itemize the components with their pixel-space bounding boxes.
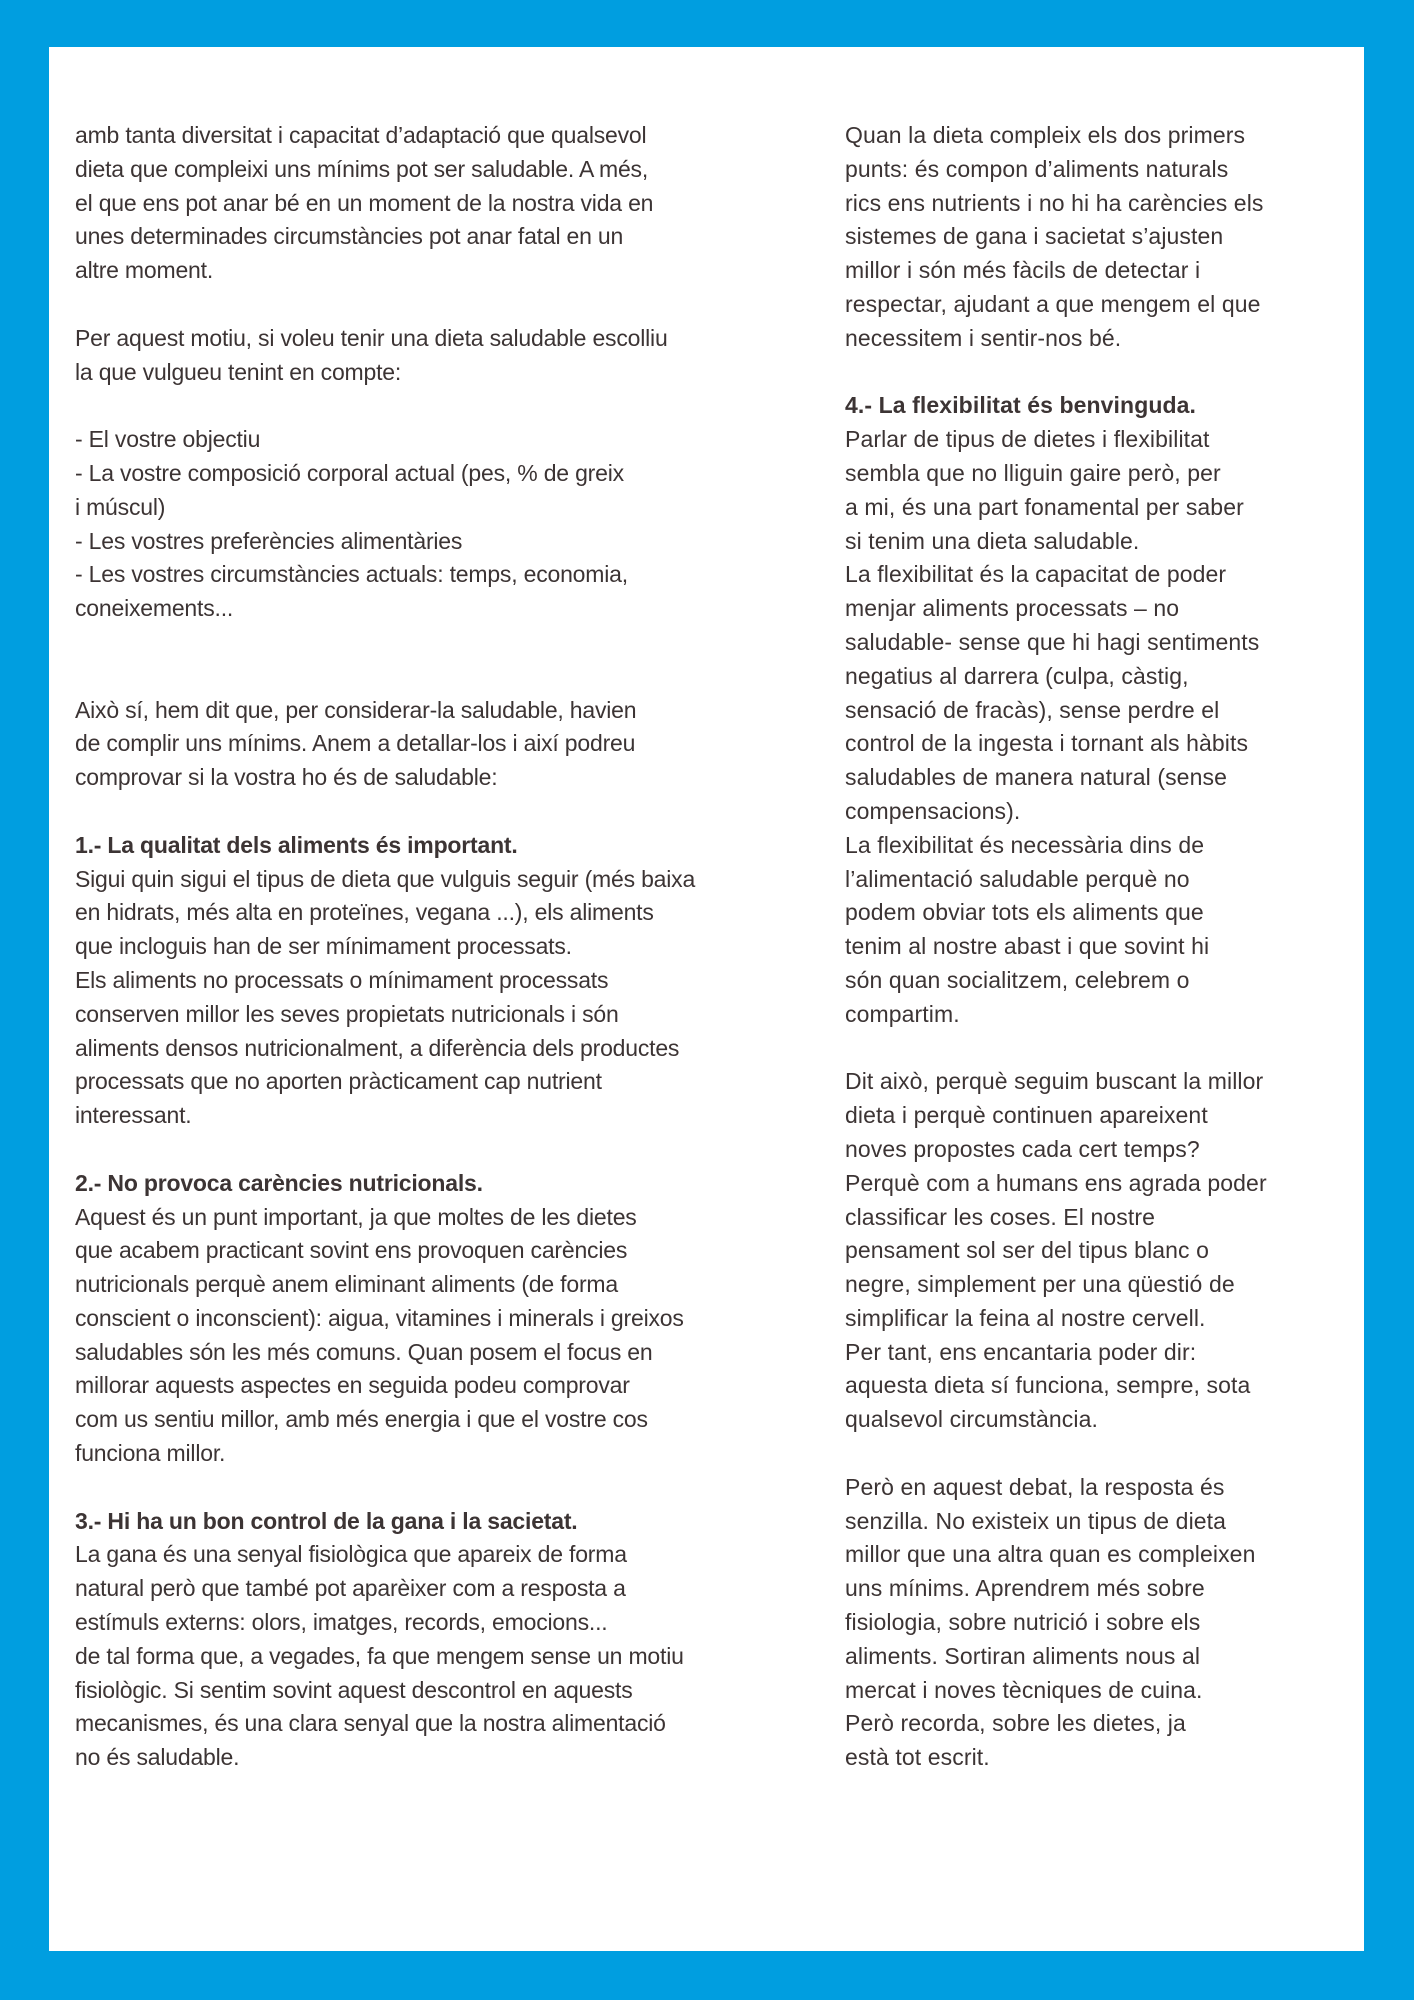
text-line: estímuls externs: olors, imatges, records, emocions... (75, 1609, 608, 1636)
intro-paragraph (75, 119, 815, 288)
text-line: en hidrats, més alta en proteïnes, vegana ...), els aliments (75, 899, 654, 926)
text-line: necessitem i sentir-nos bé. (845, 324, 1122, 351)
text-line: Aquest és un punt important, ja que moltes de les dietes (75, 1203, 637, 1230)
text-line: Sigui quin sigui el tipus de dieta que vulguis seguir (més baixa (75, 865, 696, 892)
point-4-section (845, 389, 1345, 1031)
left-column (75, 119, 815, 1809)
point-2-heading: 2.- No provoca carències nutricionals. (75, 1169, 483, 1196)
text-line: menjar aliments processats – no (845, 595, 1180, 622)
text-line: Dit això, perquè seguim buscant la millor (845, 1068, 1264, 1095)
text-line: control de la ingesta i tornant als hàbits (845, 730, 1249, 757)
text-line: rics ens nutrients i no hi ha carències els (845, 189, 1264, 216)
text-line: amb tanta diversitat i capacitat d’adaptació que qualsevol (75, 122, 647, 148)
dit-aixo-paragraph (845, 1065, 1345, 1437)
list-item: - La vostre composició corporal actual (pes, % de greix (75, 459, 624, 486)
list-item: - El vostre objectiu (75, 426, 261, 453)
point-1-heading: 1.- La qualitat dels aliments és important. (75, 831, 518, 858)
text-line: saludable- sense que hi hagi sentiments (845, 628, 1260, 655)
text-line: uns mínims. Aprendrem més sobre (845, 1575, 1205, 1602)
text-line: podem obviar tots els aliments que (845, 899, 1204, 926)
text-line: La flexibilitat és necessària dins de (845, 831, 1205, 858)
text-line: aliments. Sortiran aliments nous al (845, 1642, 1201, 1669)
text-line: com us sentiu millor, amb més energia i que el vostre cos (75, 1406, 648, 1433)
document-page (49, 47, 1364, 1951)
text-line: està tot escrit. (845, 1744, 990, 1771)
text-line: el que ens pot anar bé en un moment de la nostra vida en (75, 189, 654, 216)
text-line: compensacions). (845, 797, 1021, 824)
text-line: dieta i perquè continuen apareixent (845, 1102, 1208, 1129)
text-line: que incloguis han de ser mínimament processats. (75, 933, 572, 960)
point-1-section (75, 829, 815, 1133)
text-line: aquesta dieta sí funciona, sempre, sota (845, 1372, 1251, 1399)
text-line: conserven millor les seves propietats nutricionals i són (75, 1000, 619, 1027)
text-line: Parlar de tipus de dietes i flexibilitat (845, 426, 1210, 453)
text-line: sembla que no lliguin gaire però, per (845, 459, 1221, 486)
text-line: de complir uns mínims. Anem a detallar-los i així podreu (75, 730, 636, 757)
text-line: altre moment. (75, 257, 214, 284)
text-line: de tal forma que, a vegades, fa que mengem sense un motiu (75, 1642, 684, 1669)
text-line: Els aliments no processats o mínimament processats (75, 966, 609, 993)
text-line: Però en aquest debat, la resposta és (845, 1473, 1225, 1500)
text-line: millor i són més fàcils de detectar i (845, 257, 1201, 284)
text-line: La flexibilitat és la capacitat de poder (845, 561, 1227, 588)
text-line: punts: és compon d’aliments naturals (845, 155, 1229, 182)
text-line: interessant. (75, 1102, 192, 1129)
text-line: simplificar la feina al nostre cervell. (845, 1304, 1206, 1331)
text-line: compartim. (845, 1000, 960, 1027)
text-line: si tenim una dieta saludable. (845, 527, 1140, 554)
list-item: i múscul) (75, 493, 166, 520)
text-line: negre, simplement per una qüestió de (845, 1271, 1235, 1298)
text-line: fisiologia, sobre nutrició i sobre els (845, 1609, 1201, 1636)
text-line: classificar les coses. El nostre (845, 1203, 1155, 1230)
text-line: la que vulgueu tenint en compte: (75, 358, 402, 385)
text-line: aliments densos nutricionalment, a diferència dels productes (75, 1034, 680, 1061)
text-line: són quan socialitzem, celebrem o (845, 966, 1190, 993)
text-line: sensació de fracàs), sense perdre el (845, 696, 1220, 723)
text-line: nutricionals perquè anem eliminant aliments (de forma (75, 1271, 618, 1298)
right-column (845, 119, 1345, 1809)
text-line: Però recorda, sobre les dietes, ja (845, 1710, 1186, 1737)
motiu-paragraph (75, 322, 815, 390)
text-line: respectar, ajudant a que mengem el que (845, 290, 1261, 317)
point-4-heading: 4.- La flexibilitat és benvinguda. (845, 392, 1197, 419)
text-line: millor que una altra quan es compleixen (845, 1541, 1256, 1568)
text-line: natural però que també pot aparèixer com a resposta a (75, 1575, 626, 1602)
text-line: qualsevol circumstància. (845, 1406, 1098, 1433)
text-line: a mi, és una part fonamental per saber (845, 493, 1244, 520)
text-line: que acabem practicant sovint ens provoquen carències (75, 1237, 628, 1264)
text-line: no és saludable. (75, 1744, 240, 1771)
list-item: - Les vostres preferències alimentàries (75, 527, 463, 554)
text-line: noves propostes cada cert temps? (845, 1135, 1200, 1162)
text-line: Per tant, ens encantaria poder dir: (845, 1338, 1197, 1365)
text-line: mecanismes, és una clara senyal que la nostra alimentació (75, 1710, 666, 1737)
text-line: saludables són les més comuns. Quan posem el focus en (75, 1338, 653, 1365)
text-line: comprovar si la vostra ho és de saludable: (75, 764, 498, 791)
text-line: l’alimentació saludable perquè no (845, 865, 1190, 892)
text-line: mercat i noves tècniques de cuina. (845, 1676, 1203, 1703)
text-line: pensament sol ser del tipus blanc o (845, 1237, 1210, 1264)
criteria-list (75, 423, 815, 626)
point-3-section (75, 1505, 815, 1775)
list-item: coneixements... (75, 595, 234, 622)
point-3-heading: 3.- Hi ha un bon control de la gana i la sacietat. (75, 1507, 578, 1534)
point-2-section (75, 1167, 815, 1471)
text-line: sistemes de gana i sacietat s’ajusten (845, 223, 1224, 250)
text-line: unes determinades circumstàncies pot anar fatal en un (75, 223, 624, 250)
text-line: tenim al nostre abast i que sovint hi (845, 933, 1210, 960)
conclusion-paragraph (845, 1471, 1345, 1775)
text-line: Això sí, hem dit que, per considerar-la saludable, havien (75, 696, 637, 723)
text-line: senzilla. No existeix un tipus de dieta (845, 1507, 1227, 1534)
point-3-continuation (845, 119, 1345, 356)
text-line: conscient o inconscient): aigua, vitamines i minerals i greixos (75, 1304, 684, 1331)
text-line: Per aquest motiu, si voleu tenir una dieta saludable escolliu (75, 324, 668, 351)
text-line: Quan la dieta compleix els dos primers (845, 122, 1246, 148)
text-line: negatius al darrera (culpa, càstig, (845, 662, 1189, 689)
text-line: millorar aquests aspectes en seguida podeu comprovar (75, 1372, 630, 1399)
text-line: saludables de manera natural (sense (845, 764, 1227, 791)
text-line: fisiològic. Si sentim sovint aquest descontrol en aquests (75, 1676, 633, 1703)
text-line: funciona millor. (75, 1440, 226, 1467)
text-line: dieta que compleixi uns mínims pot ser saludable. A més, (75, 155, 649, 182)
text-line: La gana és una senyal fisiològica que apareix de forma (75, 1541, 627, 1568)
text-line: processats que no aporten pràcticament cap nutrient (75, 1068, 602, 1095)
list-item: - Les vostres circumstàncies actuals: temps, economia, (75, 561, 628, 588)
minims-intro-paragraph (75, 694, 815, 795)
text-line: Perquè com a humans ens agrada poder (845, 1169, 1267, 1196)
